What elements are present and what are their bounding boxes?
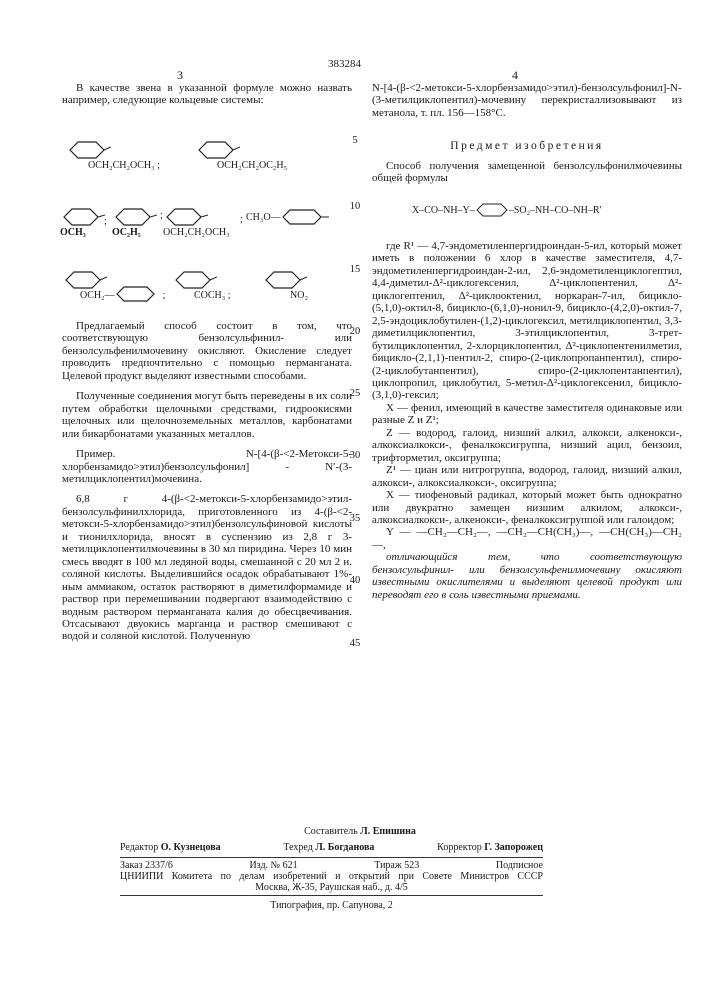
compiler-label: Составитель [304,826,358,837]
line-number: 45 [345,638,365,649]
structure-label: OCH₂CH₂OCH₃ [163,227,230,238]
order-line [120,860,543,871]
formula-left: X–CO–NH–Y– [412,205,475,216]
benzene-ring-icon [195,138,240,160]
sep-3: ; [104,216,107,227]
page-number-left: 3 [177,68,183,83]
line-number: 40 [345,575,365,586]
structure-7 [62,268,165,301]
separator: ; [157,160,160,171]
claim-x: X — фенил, имеющий в качестве заместителя одинаковые или разные Z и Z¹; [372,402,682,427]
claim-intro-text: Способ получения замещенной бензолсульфонилмочевины общей формулы [372,160,682,185]
benzene-ring-icon [172,268,217,290]
edition-number: Изд. № 621 [249,860,297,871]
structure-8 [172,268,231,301]
intro-paragraph: В качестве звена в указанной формуле можно назвать например, следующие кольцевые системы: [62,82,352,107]
subscription: Подписное [496,860,543,871]
editor: Редактор О. Кузнецова [120,842,221,853]
structure-1 [66,138,160,171]
patent-number: 383284 [328,58,361,70]
footer-divider [120,895,543,896]
techred: Техред Л. Богданова [283,842,374,853]
page-number-right: 4 [512,68,518,83]
benzene-ring-icon [262,268,307,290]
structure-9 [262,268,308,301]
structure-label: COCH₃ [194,290,225,301]
structure-label: OCH₂— [80,290,115,301]
left-intro [62,82,352,115]
benzene-ring-icon [281,208,329,226]
claims-heading: Предмет изобретения [372,140,682,152]
salts-paragraph: Полученные соединения могут быть переведены в их соли путем обработки щелочными средствами, гидроокисями щелочных или щелочноземельных металлов, карбонатами или бикарбонатами указанных металлов. [62,390,352,440]
right-top [372,82,682,127]
circulation: Тираж 523 [374,860,419,871]
compiler-line [120,826,600,837]
continuation-paragraph: N-[4-(β-<2-метокси-5-хлорбензамидо>этил)-бензолсульфонил]-N-(3-метилциклопентил)-мочевину перекристаллизовывают из метанола, т. пл. 156—158°С. [372,82,682,119]
structure-label: OCH₂CH₂OCH₃ [88,160,155,171]
line-number: 10 [345,201,365,212]
structure-label: OCH₃ [60,227,86,238]
claim-z1: Z¹ — циан или нитрогруппа, водород, галоид, низший алкил, алкокси-, алкоксиалкокси-, оксигруппа; [372,464,682,489]
claim-characterized: отличающийся тем, что соответствующую бензолсульфинил- или бензолсульфенилмочевину окисляют известными окислителями и выделяют целевой продукт или переводят его в соль известными приемами. [372,551,682,601]
example-title: Пример. N-[4-(β-<2-Метокси-5-хлорбензамидо>этил)бензолсульфонил] - N′-(3-метилциклопентил)мочевина. [62,448,352,485]
general-formula [412,203,602,217]
sep-4: ; [160,210,163,221]
structure-label: NO₂ [290,290,308,301]
claim-intro [372,160,682,193]
structure-label: CH₃O— [246,212,281,223]
claim-body [372,240,682,601]
structure-6 [246,208,329,226]
benzene-ring-icon [62,268,107,290]
benzene-ring-icon [163,205,208,227]
org-line: ЦНИИПИ Комитета по делам изобретений и открытий при Совете Министров СССР [120,871,543,882]
printer-line: Типография, пр. Сапунова, 2 [120,900,543,911]
compiler-name: Л. Епишина [360,826,416,837]
address-line: Москва, Ж-35, Раушская наб., д. 4/5 [120,882,543,893]
method-paragraph: Предлагаемый способ состоит в том, что соответствующую бензолсульфинил- или бензолсульфенилмочевину окисляют. Окисление следует проводить предпочтительно с помощью перманганата. Целевой продукт выделяют известными способами. [62,320,352,382]
order-number: Заказ 2337/6 [120,860,173,871]
structure-label: OCH₂CH₂OC₂H₅ [217,160,287,171]
claim-y: Y — —CH₂—CH₂—, —CH₂—CH(CH₃)—, —CH(CH₃)—CH₂—, [372,526,682,551]
benzene-ring-icon [60,205,105,227]
line-number: 35 [345,513,365,524]
claim-z: Z — водород, галоид, низший алкил, алкокси, алкенокси-, алкоксиалкокси-, феналкоксигруппа, низший ацил, бензоил, трифторметил, оксигруппа; [372,427,682,464]
left-body [62,320,352,651]
benzene-ring-icon [115,285,157,303]
claim-x-thiophene: X — тиофеновый радикал, который может быть однократно или двукратно замещен низшим алкилом, алкокси-, алкоксиалкокси-, алкенокси-, феналкоксигруппой или галоидом; [372,489,682,526]
claim-r1: где R¹ — 4,7-эндометиленпергидроиндан-5-ил, который может иметь в положении 6 хлор в качестве заместителя, 4,7-эндометиленпергидроиндан-2-ил, 2,6-эндометиленциклогептил, 4,4-диметил-Δ²-циклогексенил, Δ²-циклопентенил, Δ²-циклогептенил, Δ²-циклооктенил, норкаран-7-ил, бицикло-(5,1,0)-октил-8, бицикло-(6,1,0)-нонил-9, бицикло-(4,2,0)-октил-7, 2,5-эндоциклобутилен-(1,2)-циклогексил, метилциклопентил, 3,3-диметилциклопентил, 3-этилциклопентил, 3-трет-бутилциклопентил, 2-хлорциклопентил, Δ²-циклопентенилметил, бицикло-(2,1,1)-пентил-2, спиро-(2-циклопропанпентил), спиро-(2-циклобутанпентил), спиро-(2-циклопентанпентил), циклопропил, циклобутил, 5-метил-Δ²-циклогексенил, бицикло-(3,1,0)-гексил; [372,240,682,402]
formula-right: –SO₂–NH–CO–NH–R′ [509,205,602,216]
benzene-ring-icon [66,138,111,160]
staff-line [120,842,543,853]
separator: ; [163,290,166,301]
line-number: 15 [345,264,365,275]
structure-5 [163,205,230,238]
footer-divider [120,857,543,858]
corrector: Корректор Г. Запорожец [437,842,543,853]
structure-2 [195,138,287,171]
benzene-ring-icon [112,205,157,227]
example-paragraph: 6,8 г 4-(β-<2-метокси-5-хлорбензамидо>этил-бензолсульфинилхлорида, приготовленного из 4-(β-<2-метокси-5-хлорбензамидо>этил)бензолсульфиновой кислоты и тионилхлорида, вносят в суспензию из 2,8 г 3-метилциклопентилмочевины в 30 мл пиридина. Через 10 мин смесь вводят в 100 мл ледяной воды, смешанной с 20 мл 2 н. соляной кислоты. Выделившийся осадок обрабатывают 1%-ным аммиаком, остаток растворяют в диметилформамиде и раствор при перемешивании подвергают взаимодействию с водным раствором перманганата калия до обесцвечивания. Отсасывают двуокись марганца и раствор смешивают с водой и соляной кислотой. Полученную [62,493,352,642]
line-number: 25 [345,388,365,399]
benzene-ring-icon [475,203,509,217]
line-number: 5 [345,135,365,146]
sep-5: ; [240,214,243,225]
line-number: 20 [345,326,365,337]
structure-label: OC₂H₅ [112,227,141,238]
structure-3 [60,205,105,238]
line-number: 30 [345,450,365,461]
structure-4 [112,205,157,238]
separator: ; [228,290,231,301]
